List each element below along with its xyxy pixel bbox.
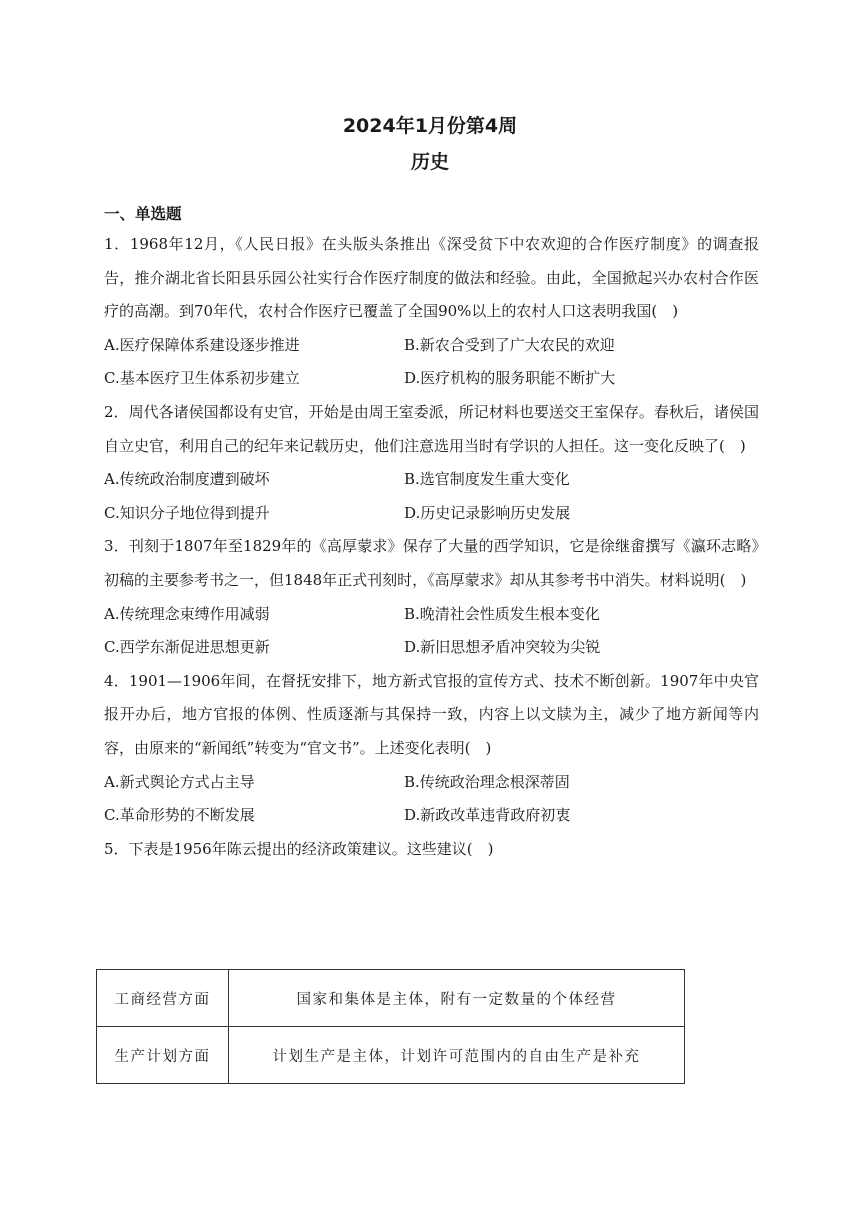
question-3-option-d[interactable]: D.新旧思想矛盾冲突较为尖锐 xyxy=(404,638,601,657)
question-3-options-row-1 xyxy=(104,598,759,632)
subject-title: 历史 xyxy=(410,151,449,173)
question-2-options-row-1 xyxy=(104,463,759,497)
question-2-option-c[interactable]: C.知识分子地位得到提升 xyxy=(104,503,270,522)
question-4-option-c[interactable]: C.革命形势的不断发展 xyxy=(104,806,255,825)
question-3-stem: 3．刊刻于1807年至1829年的《高厚蒙求》保存了大量的西学知识，它是徐继畬撰写《瀛环志略》初稿的主要参考书之一，但1848年正式刊刻时，《高厚蒙求》却从其参考书中消失。材料说明( ) xyxy=(104,537,759,589)
question-list xyxy=(104,228,759,866)
table-row xyxy=(97,1027,685,1084)
question-4-option-a[interactable]: A.新式舆论方式占主导 xyxy=(104,772,255,791)
table-row xyxy=(97,970,685,1027)
question-3-options-row-2 xyxy=(104,631,759,665)
question-1-option-a[interactable]: A.医疗保障体系建设逐步推进 xyxy=(104,335,300,354)
section-heading: 一、单选题 xyxy=(104,205,182,223)
question-1-option-c[interactable]: C.基本医疗卫生体系初步建立 xyxy=(104,369,300,388)
question-1-options-row-2 xyxy=(104,362,759,396)
question-1-option-b[interactable]: B.新农合受到了广大农民的欢迎 xyxy=(404,335,615,354)
question-2-option-a[interactable]: A.传统政治制度遭到破坏 xyxy=(104,470,270,489)
question-4-option-b[interactable]: B.传统政治理念根深蒂固 xyxy=(404,772,570,791)
question-3-option-c[interactable]: C.西学东渐促进思想更新 xyxy=(104,638,270,657)
question-4-options-row-1 xyxy=(104,766,759,800)
question-4-option-d[interactable]: D.新政改革违背政府初衷 xyxy=(404,806,571,825)
question-4-options-row-2 xyxy=(104,799,759,833)
table-cell-value: 计划生产是主体，计划许可范围内的自由生产是补充 xyxy=(229,1027,685,1084)
question-2-option-d[interactable]: D.历史记录影响历史发展 xyxy=(404,503,571,522)
question-1-stem: 1．1968年12月，《人民日报》在头版头条推出《深受贫下中农欢迎的合作医疗制度》的调查报告，推介湖北省长阳县乐园公社实行合作医疗制度的做法和经验。由此，全国掀起兴办农村合作医疗的高潮。到70年代，农村合作医疗已覆盖了全国90%以上的农村人口这表明我国( ) xyxy=(104,235,759,321)
question-2-stem: 2．周代各诸侯国都设有史官，开始是由周王室委派，所记材料也要送交王室保存。春秋后，诸侯国自立史官，利用自己的纪年来记载历史，他们注意选用当时有学识的人担任。这一变化反映了( ) xyxy=(104,402,759,455)
question-1-options-row-1 xyxy=(104,329,759,363)
table-cell-value: 国家和集体是主体，附有一定数量的个体经营 xyxy=(229,970,685,1027)
table-cell-key: 生产计划方面 xyxy=(97,1027,229,1084)
policy-table xyxy=(96,969,685,1084)
question-3-option-a[interactable]: A.传统理念束缚作用减弱 xyxy=(104,604,270,623)
document-title: 2024年1月份第4周 xyxy=(342,115,518,137)
question-2-options-row-2 xyxy=(104,497,759,531)
question-5-stem: 5．下表是1956年陈云提出的经济政策建议。这些建议( ) xyxy=(104,839,494,858)
question-4-stem: 4．1901—1906年间，在督抚安排下，地方新式官报的宣传方式、技术不断创新。1907年中央官报开办后，地方官报的体例、性质逐渐与其保持一致，内容上以文牍为主，减少了地方新闻等内容，由原来的“新闻纸”转变为“官文书”。上述变化表明( ) xyxy=(104,671,759,757)
table-cell-key: 工商经营方面 xyxy=(97,970,229,1027)
question-3-option-b[interactable]: B.晚清社会性质发生根本变化 xyxy=(404,604,600,623)
question-1-option-d[interactable]: D.医疗机构的服务职能不断扩大 xyxy=(404,369,616,388)
question-2-option-b[interactable]: B.选官制度发生重大变化 xyxy=(404,470,570,489)
